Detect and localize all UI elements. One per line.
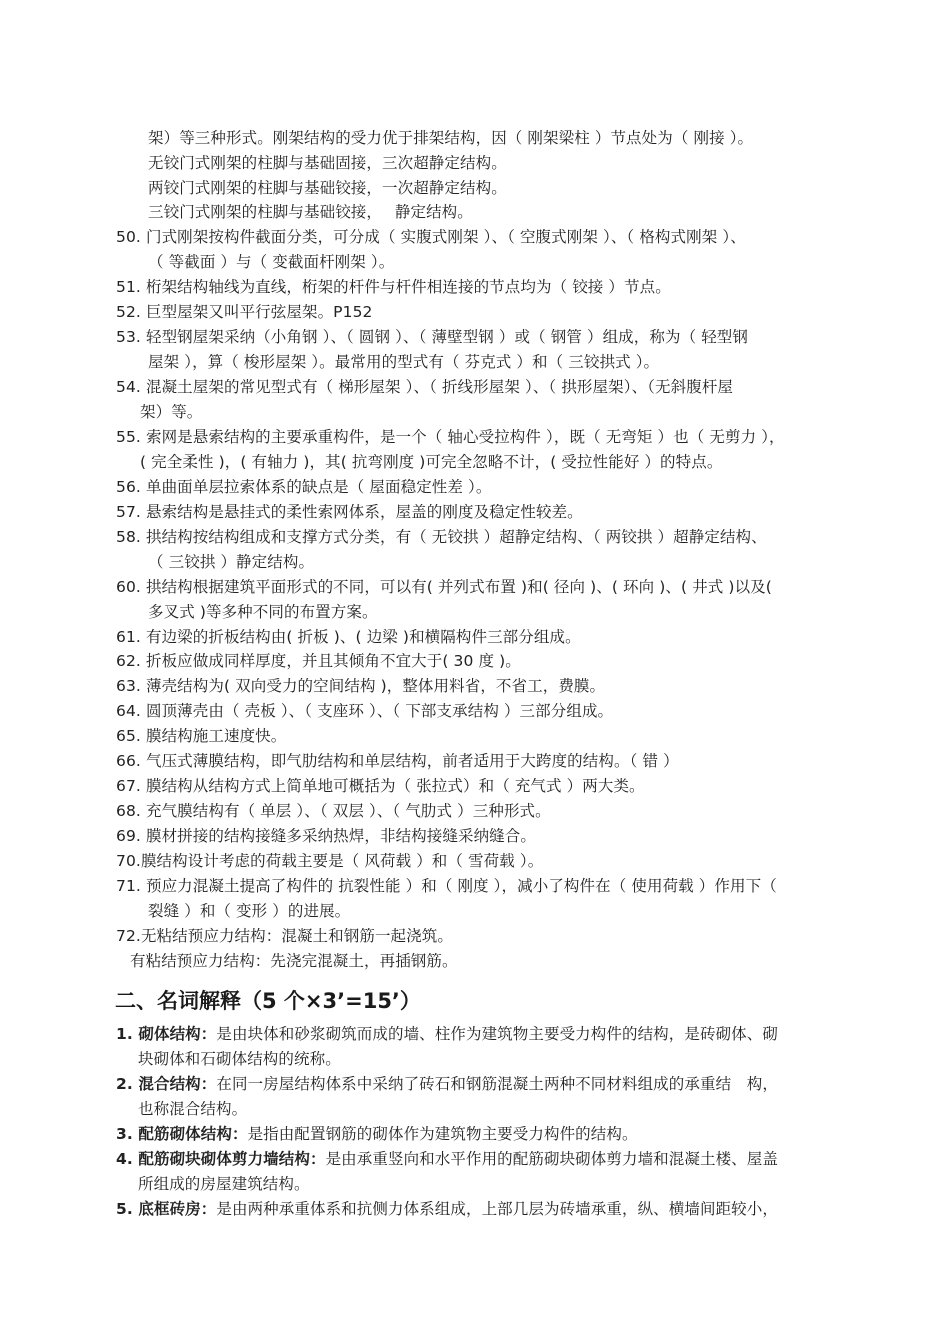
term-definition: 是由两种承重体系和抗侧力体系组成，上部几层为砖墙承重，纵、横墙间距较小， [216,1200,778,1218]
text-line: 54. 混凝土屋架的常见型式有（ 梯形屋架 ）、（ 折线形屋架 ）、（ 拱形屋架）、（无斜腹杆屋 [116,378,734,396]
term-title: 3. 配筋砌体结构： [116,1125,248,1143]
text-line: 裂缝 ）和（ 变形 ）的进展。 [148,902,351,920]
text-line: 两铰门式刚架的柱脚与基础铰接，一次超静定结构。 [148,179,507,197]
text-line: 50. 门式刚架按构件截面分类，可分成（ 实腹式刚架 ）、（ 空腹式刚架 ）、（ 格构式刚架 ）、 [116,228,746,246]
term-line [138,1174,310,1194]
text-line: 71. 预应力混凝土提高了构件的 抗裂性能 ）和（ 刚度 ），减小了构件在（ 使用荷载 ）作用下（ [116,877,777,895]
text-line: 三铰门式刚架的柱脚与基础铰接， 静定结构。 [148,203,473,221]
text-line: 56. 单曲面单层拉索体系的缺点是（ 屋面稳定性差 ）。 [116,478,492,496]
term-definition: 是由承重竖向和水平作用的配筋砌块砌体剪力墙和混凝土楼、屋盖 [325,1150,778,1168]
text-line: 57. 悬索结构是悬挂式的柔性索网体系，屋盖的刚度及稳定性较差。 [116,503,583,521]
text-line: ( 完全柔性 )，( 有轴力 )，其( 抗弯刚度 )可完全忽略不计，( 受拉性能好 ）的特点。 [140,453,723,471]
term-definition: 块砌体和石砌体结构的统称。 [138,1050,341,1068]
text-line: 64. 圆顶薄壳由（ 壳板 ）、（ 支座环 ）、（ 下部支承结构 ）三部分组成。 [116,702,614,720]
term-title: 4. 配筋砌块砌体剪力墙结构： [116,1150,326,1168]
term-line [138,1099,247,1119]
text-line: 66. 气压式薄膜结构，即气肋结构和单层结构，前者适用于大跨度的结构。（ 错 ） [116,752,679,770]
term-line [116,1124,638,1144]
term-line [116,1149,778,1169]
term-definition: 在同一房屋结构体系中采纳了砖石和钢筋混凝土两种不同材料组成的承重结 构， [216,1075,778,1093]
term-line [116,1199,778,1219]
term-title: 1. 砌体结构： [116,1025,217,1043]
text-line: 架）等三种形式。刚架结构的受力优于排架结构，因（ 刚架梁柱 ）节点处为（ 刚接 ）。 [148,129,754,147]
text-line: 52. 巨型屋架又叫平行弦屋架。P152 [116,303,373,321]
text-line: 53. 轻型钢屋架采纳（小角钢 ）、（ 圆钢 ）、（ 薄壁型钢 ）或（ 钢管 ）组成，称为（ 轻型钢 [116,328,748,346]
term-title: 2. 混合结构： [116,1075,217,1093]
text-line: 屋架 ），算（ 梭形屋架 ）。最常用的型式有（ 芬克式 ）和（ 三铰拱式 ）。 [148,353,660,371]
term-line [116,1024,778,1044]
text-line: 63. 薄壳结构为( 双向受力的空间结构 )，整体用料省，不省工，费膜。 [116,677,606,695]
text-line: 68. 充气膜结构有（ 单层 ）、（ 双层 ）、（ 气肋式 ）三种形式。 [116,802,551,820]
text-line: 无铰门式刚架的柱脚与基础固接，三次超静定结构。 [148,154,507,172]
term-title: 5. 底框砖房： [116,1200,217,1218]
term-definition: 所组成的房屋建筑结构。 [138,1175,310,1193]
text-line: （ 等截面 ）与（ 变截面杆刚架 ）。 [148,253,395,271]
text-line: （ 三铰拱 ）静定结构。 [148,553,315,571]
text-line: 61. 有边梁的折板结构由( 折板 )、( 边梁 )和横隔构件三部分组成。 [116,628,581,646]
text-line: 70.膜结构设计考虑的荷载主要是（ 风荷载 ）和（ 雪荷载 ）。 [116,852,544,870]
text-line: 69. 膜材拼接的结构接缝多采纳热焊，非结构接缝采纳缝合。 [116,827,536,845]
text-line: 51. 桁架结构轴线为直线，桁架的杆件与杆件相连接的节点均为（ 铰接 ）节点。 [116,278,671,296]
text-line: 架）等。 [140,403,203,421]
term-definition: 是指由配置钢筋的砌体作为建筑物主要受力构件的结构。 [247,1125,638,1143]
text-line: 58. 拱结构按结构组成和支撑方式分类，有（ 无铰拱 ）超静定结构、（ 两铰拱 ）超静定结构、 [116,528,767,546]
section-heading: 二、名词解释（5 个×3’=15’） [115,989,421,1013]
text-line: 55. 索网是悬索结构的主要承重构件，是一个（ 轴心受拉构件 ），既（ 无弯矩 ）也（ 无剪力 ）， [116,428,785,446]
term-line [138,1049,341,1069]
term-definition: 也称混合结构。 [138,1100,248,1118]
term-line [116,1074,778,1094]
text-line: 62. 折板应做成同样厚度，并且其倾角不宜大于( 30 度 )。 [116,652,521,670]
term-definition: 是由块体和砂浆砌筑而成的墙、柱作为建筑物主要受力构件的结构，是砖砌体、砌 [216,1025,778,1043]
text-line: 67. 膜结构从结构方式上简单地可概括为（ 张拉式）和（ 充气式 ）两大类。 [116,777,645,795]
text-line: 有粘结预应力结构：先浇完混凝土，再插钢筋。 [130,952,458,970]
text-line: 多叉式 )等多种不同的布置方案。 [148,603,378,621]
text-line: 72.无粘结预应力结构：混凝土和钢筋一起浇筑。 [116,927,453,945]
text-line: 65. 膜结构施工速度快。 [116,727,287,745]
text-line: 60. 拱结构根据建筑平面形式的不同，可以有( 并列式布置 )和( 径向 )、( 环向 )、( 井式 )以及( [116,578,772,596]
